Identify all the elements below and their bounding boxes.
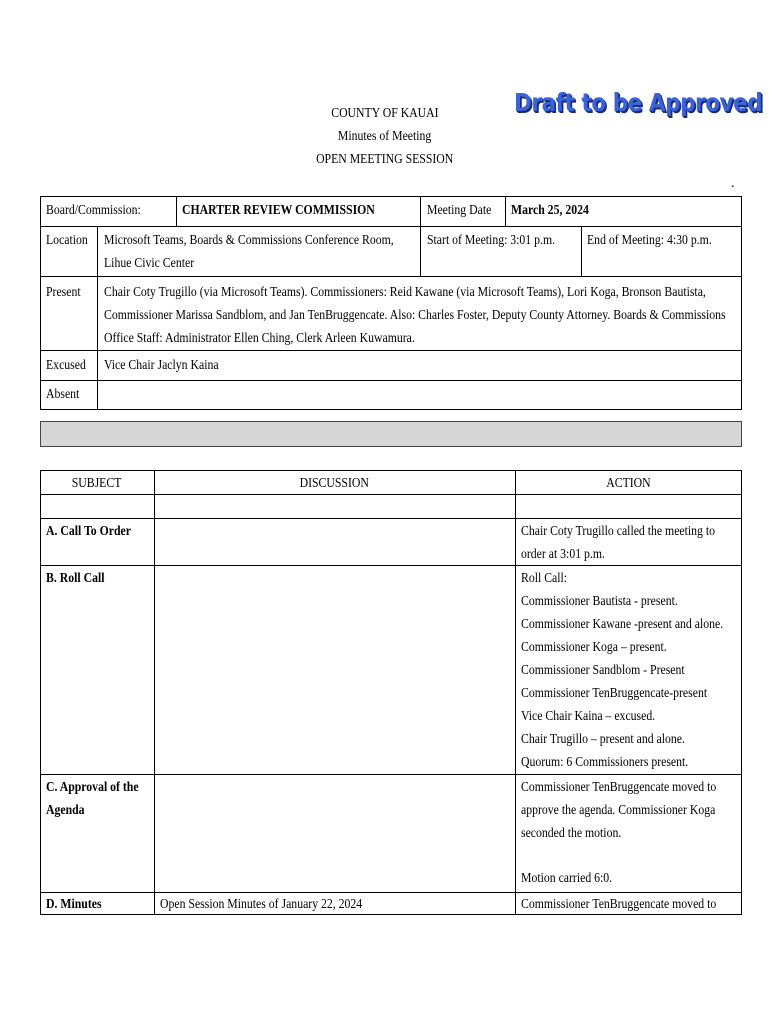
action-call-to-order: Chair Coty Trugillo called the meeting to order at 3:01 p.m. bbox=[521, 524, 716, 562]
header-subject: SUBJECT bbox=[72, 476, 122, 491]
header-discussion: DISCUSSION bbox=[299, 476, 370, 491]
board-value: CHARTER REVIEW COMMISSION bbox=[182, 203, 375, 218]
action-minutes: Commissioner TenBruggencate moved to bbox=[521, 897, 717, 912]
location-label: Location bbox=[46, 233, 88, 248]
subject-call-to-order: A. Call To Order bbox=[46, 524, 131, 539]
present-value: Chair Coty Trugillo (via Microsoft Teams). Commissioners: Reid Kawane (via Microsoft Teams), Lori Koga, Bronson Bautista, Commissioner Marissa Sandblom, and Jan TenBruggencate. Also: Charles Foster, Deputy County Attorney. Boards & Commissions Office Staff: Administrator Ellen Ching, Clerk Arleen Kuwamura. bbox=[104, 285, 726, 346]
discussion-minutes-link[interactable]: Open Session Minutes of January 22, 2024 bbox=[160, 897, 363, 912]
header-action: ACTION bbox=[606, 476, 651, 491]
agenda-divider bbox=[40, 518, 742, 519]
county-title: COUNTY OF KAUAI bbox=[331, 106, 439, 121]
separator-band bbox=[40, 421, 742, 447]
agenda-divider bbox=[515, 470, 516, 915]
present-label: Present bbox=[46, 285, 81, 300]
subject-approval-agenda: C. Approval of the Agenda bbox=[46, 780, 139, 818]
document-type: Minutes of Meeting bbox=[338, 129, 432, 144]
info-divider bbox=[40, 226, 742, 227]
excused-label: Excused bbox=[46, 358, 86, 373]
subject-minutes: D. Minutes bbox=[46, 897, 102, 912]
info-divider bbox=[505, 196, 506, 226]
info-divider bbox=[40, 276, 742, 277]
info-divider bbox=[176, 196, 177, 226]
subject-roll-call: B. Roll Call bbox=[46, 571, 105, 586]
meeting-date-value: March 25, 2024 bbox=[511, 203, 589, 218]
end-of-meeting: End of Meeting: 4:30 p.m. bbox=[587, 233, 712, 248]
info-divider bbox=[581, 226, 582, 276]
agenda-divider bbox=[154, 470, 155, 915]
excused-value: Vice Chair Jaclyn Kaina bbox=[104, 358, 219, 373]
stray-mark: . bbox=[731, 176, 735, 191]
info-divider bbox=[40, 380, 742, 381]
location-value: Microsoft Teams, Boards & Commissions Conference Room, Lihue Civic Center bbox=[104, 233, 394, 271]
start-of-meeting: Start of Meeting: 3:01 p.m. bbox=[427, 233, 556, 248]
draft-stamp: Draft to be Approved bbox=[514, 88, 763, 117]
board-label: Board/Commission: bbox=[46, 203, 141, 218]
info-divider bbox=[97, 226, 98, 410]
absent-label: Absent bbox=[46, 387, 80, 402]
action-approval-agenda: Commissioner TenBruggencate moved to approve the agenda. Commissioner Koga seconded the motion. Motion carried 6:0. bbox=[521, 780, 717, 886]
meeting-date-label: Meeting Date bbox=[427, 203, 492, 218]
agenda-divider bbox=[40, 774, 742, 775]
session-title: OPEN MEETING SESSION bbox=[316, 152, 454, 167]
info-divider bbox=[40, 350, 742, 351]
action-roll-call: Roll Call: Commissioner Bautista - present. Commissioner Kawane -present and alone. Commissioner Koga – present. Commissioner Sandblom - Present Commissioner TenBruggencate-present Vice Chair Kaina – excused. Chair Trugillo – present and alone. Quorum: 6 Commissioners present. bbox=[521, 571, 724, 770]
